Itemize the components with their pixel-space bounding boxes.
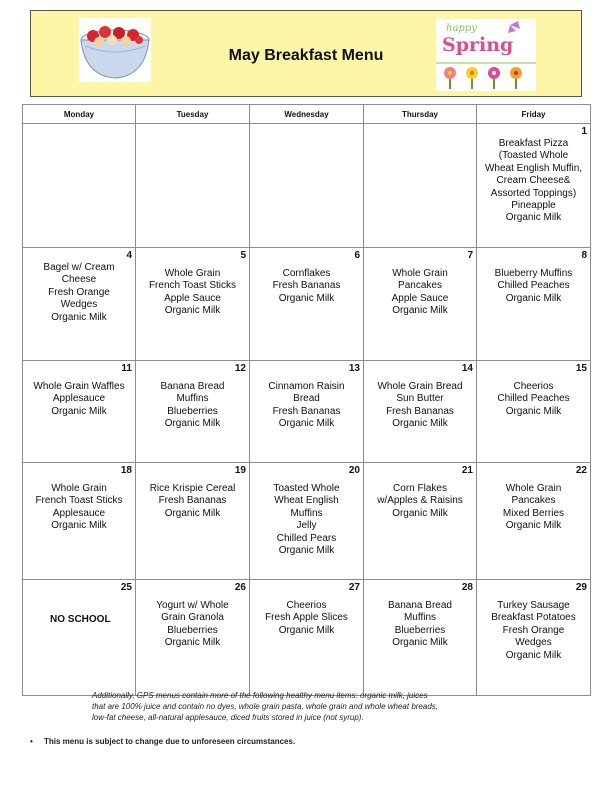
- menu-item: Banana Bread: [160, 381, 225, 392]
- menu-item: Fresh Bananas: [272, 280, 341, 292]
- menu-item: Chilled Peaches: [497, 280, 570, 292]
- day-cell: [250, 580, 364, 696]
- week-row: [23, 361, 591, 463]
- note-line: Additionally, GPS menus contain more of the following healthy menu items: organic milk, juices: [92, 691, 428, 700]
- day-cell: [23, 580, 136, 696]
- day-cell: [364, 361, 477, 463]
- menu-item: Grain Granola: [161, 612, 224, 624]
- menu-item: French Toast Sticks: [35, 495, 123, 507]
- day-cell: [477, 248, 591, 361]
- day-number: 13: [348, 363, 360, 374]
- menu-item: Wheat English: [274, 495, 339, 507]
- menu-item: Breakfast Pizza: [498, 138, 569, 149]
- menu-item: Fresh Orange: [502, 624, 565, 636]
- menu-item: Organic Milk: [505, 520, 562, 532]
- day-cell: [23, 124, 136, 248]
- menu-item: Organic Milk: [51, 311, 107, 323]
- weekday-header-row: [23, 105, 591, 124]
- menu-item: Organic Milk: [392, 637, 448, 649]
- week-row: [23, 124, 591, 248]
- day-number: 22: [575, 465, 587, 476]
- day-cell: [364, 248, 477, 361]
- day-number: 14: [461, 363, 473, 374]
- menu-item: Organic Milk: [392, 305, 448, 317]
- happy-text: happy: [446, 23, 477, 34]
- menu-item: Organic Milk: [164, 507, 221, 519]
- day-cell: [136, 248, 250, 361]
- menu-item: Organic Milk: [392, 418, 448, 430]
- menu-item: Yogurt w/ Whole: [156, 600, 229, 611]
- day-number: 11: [121, 363, 132, 374]
- week-row: [23, 463, 591, 580]
- menu-item: Organic Milk: [51, 405, 107, 417]
- day-number: 12: [234, 363, 246, 374]
- menu-item: Pancakes: [398, 280, 442, 292]
- day-number: 7: [467, 250, 473, 261]
- menu-item: Fresh Orange: [48, 286, 110, 298]
- weekday-header: Thursday: [364, 105, 477, 124]
- menu-item: Blueberries: [167, 624, 218, 636]
- menu-item: Rice Krispie Cereal: [149, 483, 236, 494]
- menu-item: Toasted Whole: [273, 483, 340, 494]
- menu-item: Corn Flakes: [393, 483, 447, 494]
- day-cell: [136, 463, 250, 580]
- menu-item: Pancakes: [511, 495, 556, 507]
- menu-item: Apple Sauce: [391, 292, 449, 304]
- menu-item: Cinnamon Raisin: [268, 381, 345, 392]
- day-number: 5: [240, 250, 246, 261]
- menu-item: Turkey Sausage: [497, 600, 570, 611]
- day-number: 27: [348, 582, 360, 593]
- day-number: 1: [581, 126, 587, 137]
- menu-item: Whole Grain Bread: [377, 381, 463, 392]
- menu-item: Applesauce: [52, 393, 106, 405]
- day-number: 19: [234, 465, 246, 476]
- menu-item: Apple Sauce: [164, 292, 221, 304]
- day-cell: [477, 361, 591, 463]
- menu-calendar: [22, 104, 591, 696]
- day-number: 21: [461, 465, 473, 476]
- menu-item: Blueberries: [167, 405, 218, 417]
- day-cell: [250, 124, 364, 248]
- menu-item: Wheat English Muffin,: [484, 162, 583, 174]
- day-number: [253, 126, 360, 138]
- week-row: [23, 580, 591, 696]
- happy-spring-image: [436, 19, 536, 91]
- disclaimer: [30, 737, 295, 746]
- menu-header: [30, 10, 582, 97]
- week-row: [23, 248, 591, 361]
- day-cell: [23, 248, 136, 361]
- day-cell: [364, 580, 477, 696]
- menu-item: Applesauce: [52, 507, 106, 519]
- note-line: that are 100% juice and contain no dyes, whole grain pasta, whole grain and whole wheat breads,: [92, 702, 439, 711]
- day-number: [139, 126, 246, 138]
- menu-item: Bread: [293, 393, 320, 405]
- menu-item: Banana Bread: [388, 600, 452, 611]
- menu-item: Jelly: [296, 520, 317, 532]
- menu-item: Wedges: [60, 299, 98, 311]
- menu-item: Chilled Pears: [276, 532, 337, 544]
- menu-item: Breakfast Potatoes: [491, 612, 576, 624]
- bullet-icon: •: [30, 737, 33, 746]
- day-number: 15: [575, 363, 587, 374]
- day-number: 26: [234, 582, 246, 593]
- menu-item: (Toasted Whole: [498, 150, 569, 162]
- page-title: May Breakfast Menu: [228, 47, 384, 64]
- day-cell: [23, 463, 136, 580]
- footer-note: [92, 690, 532, 723]
- day-cell: [477, 124, 591, 248]
- menu-item: Muffins: [176, 393, 209, 405]
- day-number: 29: [575, 582, 587, 593]
- menu-item: Fresh Apple Slices: [265, 612, 348, 624]
- day-cell: [250, 361, 364, 463]
- day-number: [367, 126, 473, 138]
- day-number: 25: [120, 582, 132, 593]
- menu-item: Whole Grain: [505, 483, 562, 494]
- menu-item: Organic Milk: [51, 520, 107, 532]
- menu-item: Bagel w/ Cream: [43, 262, 115, 273]
- menu-item: Mixed Berries: [502, 507, 565, 519]
- day-cell: [136, 580, 250, 696]
- menu-item: Organic Milk: [164, 418, 221, 430]
- menu-item: Wedges: [515, 637, 552, 649]
- day-cell: [136, 124, 250, 248]
- menu-item: Pineapple: [511, 200, 556, 212]
- day-number: [26, 126, 132, 138]
- day-number: 4: [126, 250, 132, 261]
- menu-item: Fresh Bananas: [272, 405, 341, 417]
- day-cell: [250, 463, 364, 580]
- day-cell: [477, 580, 591, 696]
- disclaimer-text: This menu is subject to change due to unforeseen circumstances.: [44, 737, 296, 746]
- menu-item: Organic Milk: [278, 624, 335, 636]
- menu-item: Fresh Bananas: [386, 405, 454, 417]
- menu-item: French Toast Sticks: [148, 280, 237, 292]
- note-line: low-fat cheese, all-natural applesauce, diced fruits stored in juice (not syrup).: [92, 713, 364, 722]
- menu-item: Organic Milk: [164, 637, 221, 649]
- menu-item: Whole Grain: [164, 268, 221, 279]
- menu-item: Organic Milk: [505, 649, 562, 661]
- menu-item: Organic Milk: [392, 507, 448, 519]
- menu-item: Organic Milk: [505, 405, 562, 417]
- spring-text: Spring: [442, 34, 514, 56]
- menu-item: Organic Milk: [164, 305, 221, 317]
- menu-item: Assorted Toppings): [490, 187, 577, 199]
- day-cell: [23, 361, 136, 463]
- menu-item: Cream Cheese&: [496, 175, 571, 187]
- menu-item: Cheerios: [286, 600, 327, 611]
- menu-item: Organic Milk: [278, 545, 335, 557]
- menu-item: Sun Butter: [396, 393, 444, 405]
- day-number: 20: [348, 465, 360, 476]
- day-number: 28: [461, 582, 473, 593]
- day-number: 8: [581, 250, 587, 261]
- menu-item: Cheerios: [513, 381, 554, 392]
- weekday-header: Monday: [23, 105, 136, 124]
- menu-item: Organic Milk: [278, 292, 335, 304]
- day-cell: [477, 463, 591, 580]
- menu-item: Fresh Bananas: [158, 495, 227, 507]
- menu-item: Blueberries: [394, 624, 446, 636]
- menu-item: Muffins: [403, 612, 437, 624]
- menu-item: Cornflakes: [282, 268, 331, 279]
- weekday-header: Tuesday: [136, 105, 250, 124]
- weekday-header: Wednesday: [250, 105, 364, 124]
- day-number: 6: [354, 250, 360, 261]
- menu-item: Chilled Peaches: [497, 393, 570, 405]
- menu-item: Whole Grain: [51, 483, 107, 494]
- menu-item: Whole Grain: [392, 268, 448, 279]
- menu-item: Organic Milk: [505, 212, 562, 224]
- menu-item: Organic Milk: [278, 418, 335, 430]
- menu-item: Whole Grain Waffles: [33, 381, 125, 392]
- day-cell: [250, 248, 364, 361]
- menu-item: Organic Milk: [505, 292, 562, 304]
- day-number: 18: [120, 465, 132, 476]
- menu-item: Cheese: [61, 274, 97, 286]
- weekday-header: Friday: [477, 105, 591, 124]
- menu-item: w/Apples & Raisins: [377, 495, 463, 507]
- menu-item: Blueberry Muffins: [494, 268, 573, 279]
- day-cell: [136, 361, 250, 463]
- no-school-label: NO SCHOOL: [50, 614, 111, 625]
- day-cell: [364, 124, 477, 248]
- day-cell: [364, 463, 477, 580]
- menu-item: Muffins: [290, 507, 323, 519]
